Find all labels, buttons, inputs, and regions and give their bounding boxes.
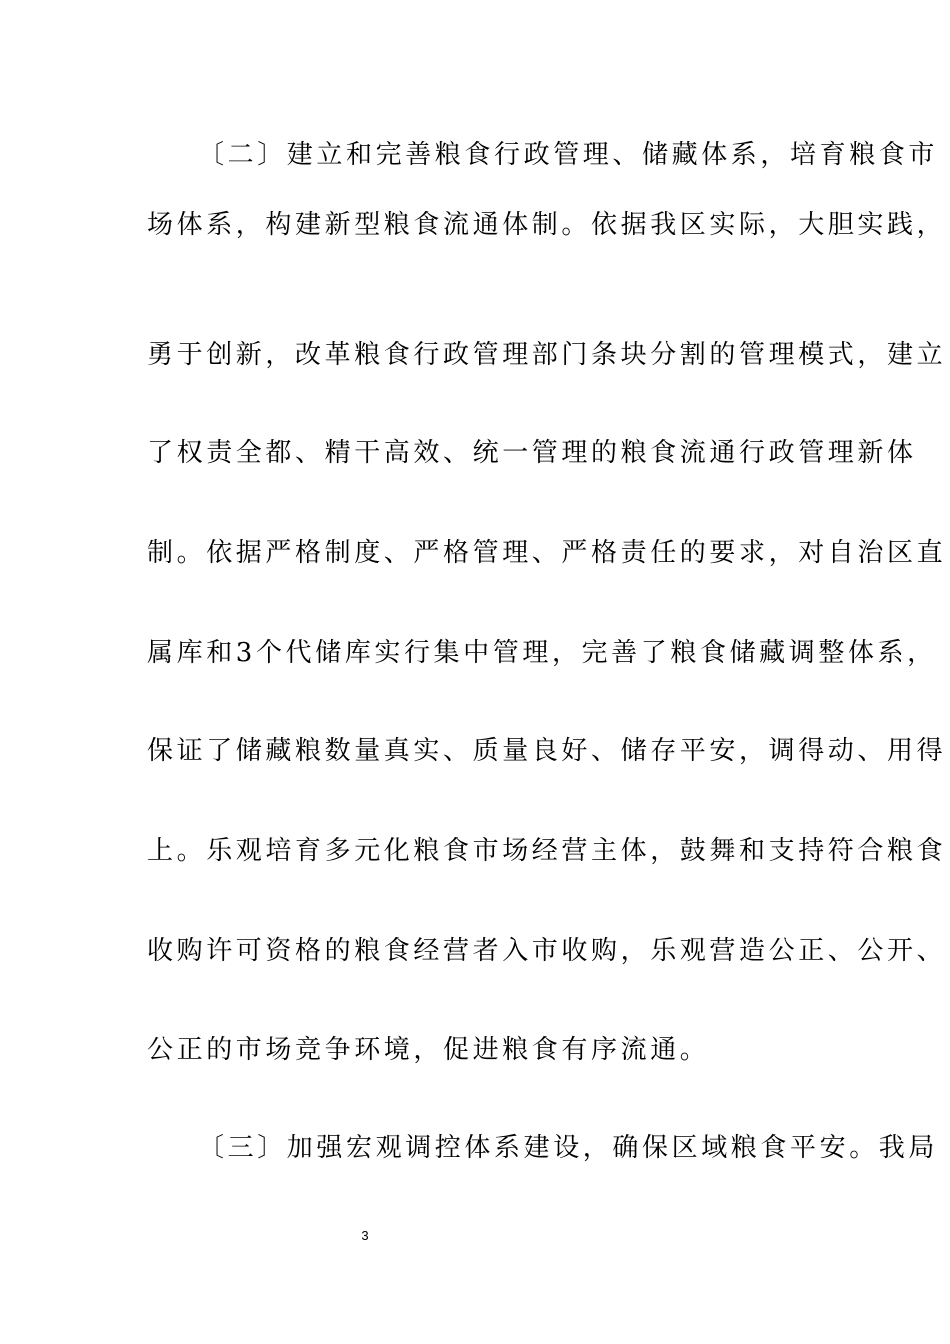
paragraph-2-line-8: 上。乐观培育多元化粮食市场经营主体，鼓舞和支持符合粮食	[147, 836, 947, 866]
paragraph-2-line-4: 了权责全都、精干高效、统一管理的粮食流通行政管理新体	[147, 438, 917, 468]
paragraph-2-line-3: 勇于创新，改革粮食行政管理部门条块分割的管理模式，建立	[147, 340, 947, 370]
paragraph-2-line-10: 公正的市场竞争环境，促进粮食有序流通。	[147, 1035, 710, 1065]
paragraph-2-line-5: 制。依据严格制度、严格管理、严格责任的要求，对自治区直	[147, 538, 947, 568]
page-number: 3	[361, 1228, 369, 1243]
paragraph-2-line-6: 属库和3个代储库实行集中管理，完善了粮食储藏调整体系，	[147, 638, 937, 668]
paragraph-3-line-1: 〔三〕加强宏观调控体系建设，确保区域粮食平安。我局	[198, 1133, 939, 1163]
paragraph-2-line-2: 场体系，构建新型粮食流通体制。依据我区实际，大胆实践，	[147, 210, 947, 240]
paragraph-2-line-7: 保证了储藏粮数量真实、质量良好、储存平安，调得动、用得	[147, 736, 947, 766]
paragraph-2-line-1: 〔二〕建立和完善粮食行政管理、储藏体系，培育粮食市	[198, 140, 939, 170]
paragraph-2-line-9: 收购许可资格的粮食经营者入市收购，乐观营造公正、公开、	[147, 936, 947, 966]
